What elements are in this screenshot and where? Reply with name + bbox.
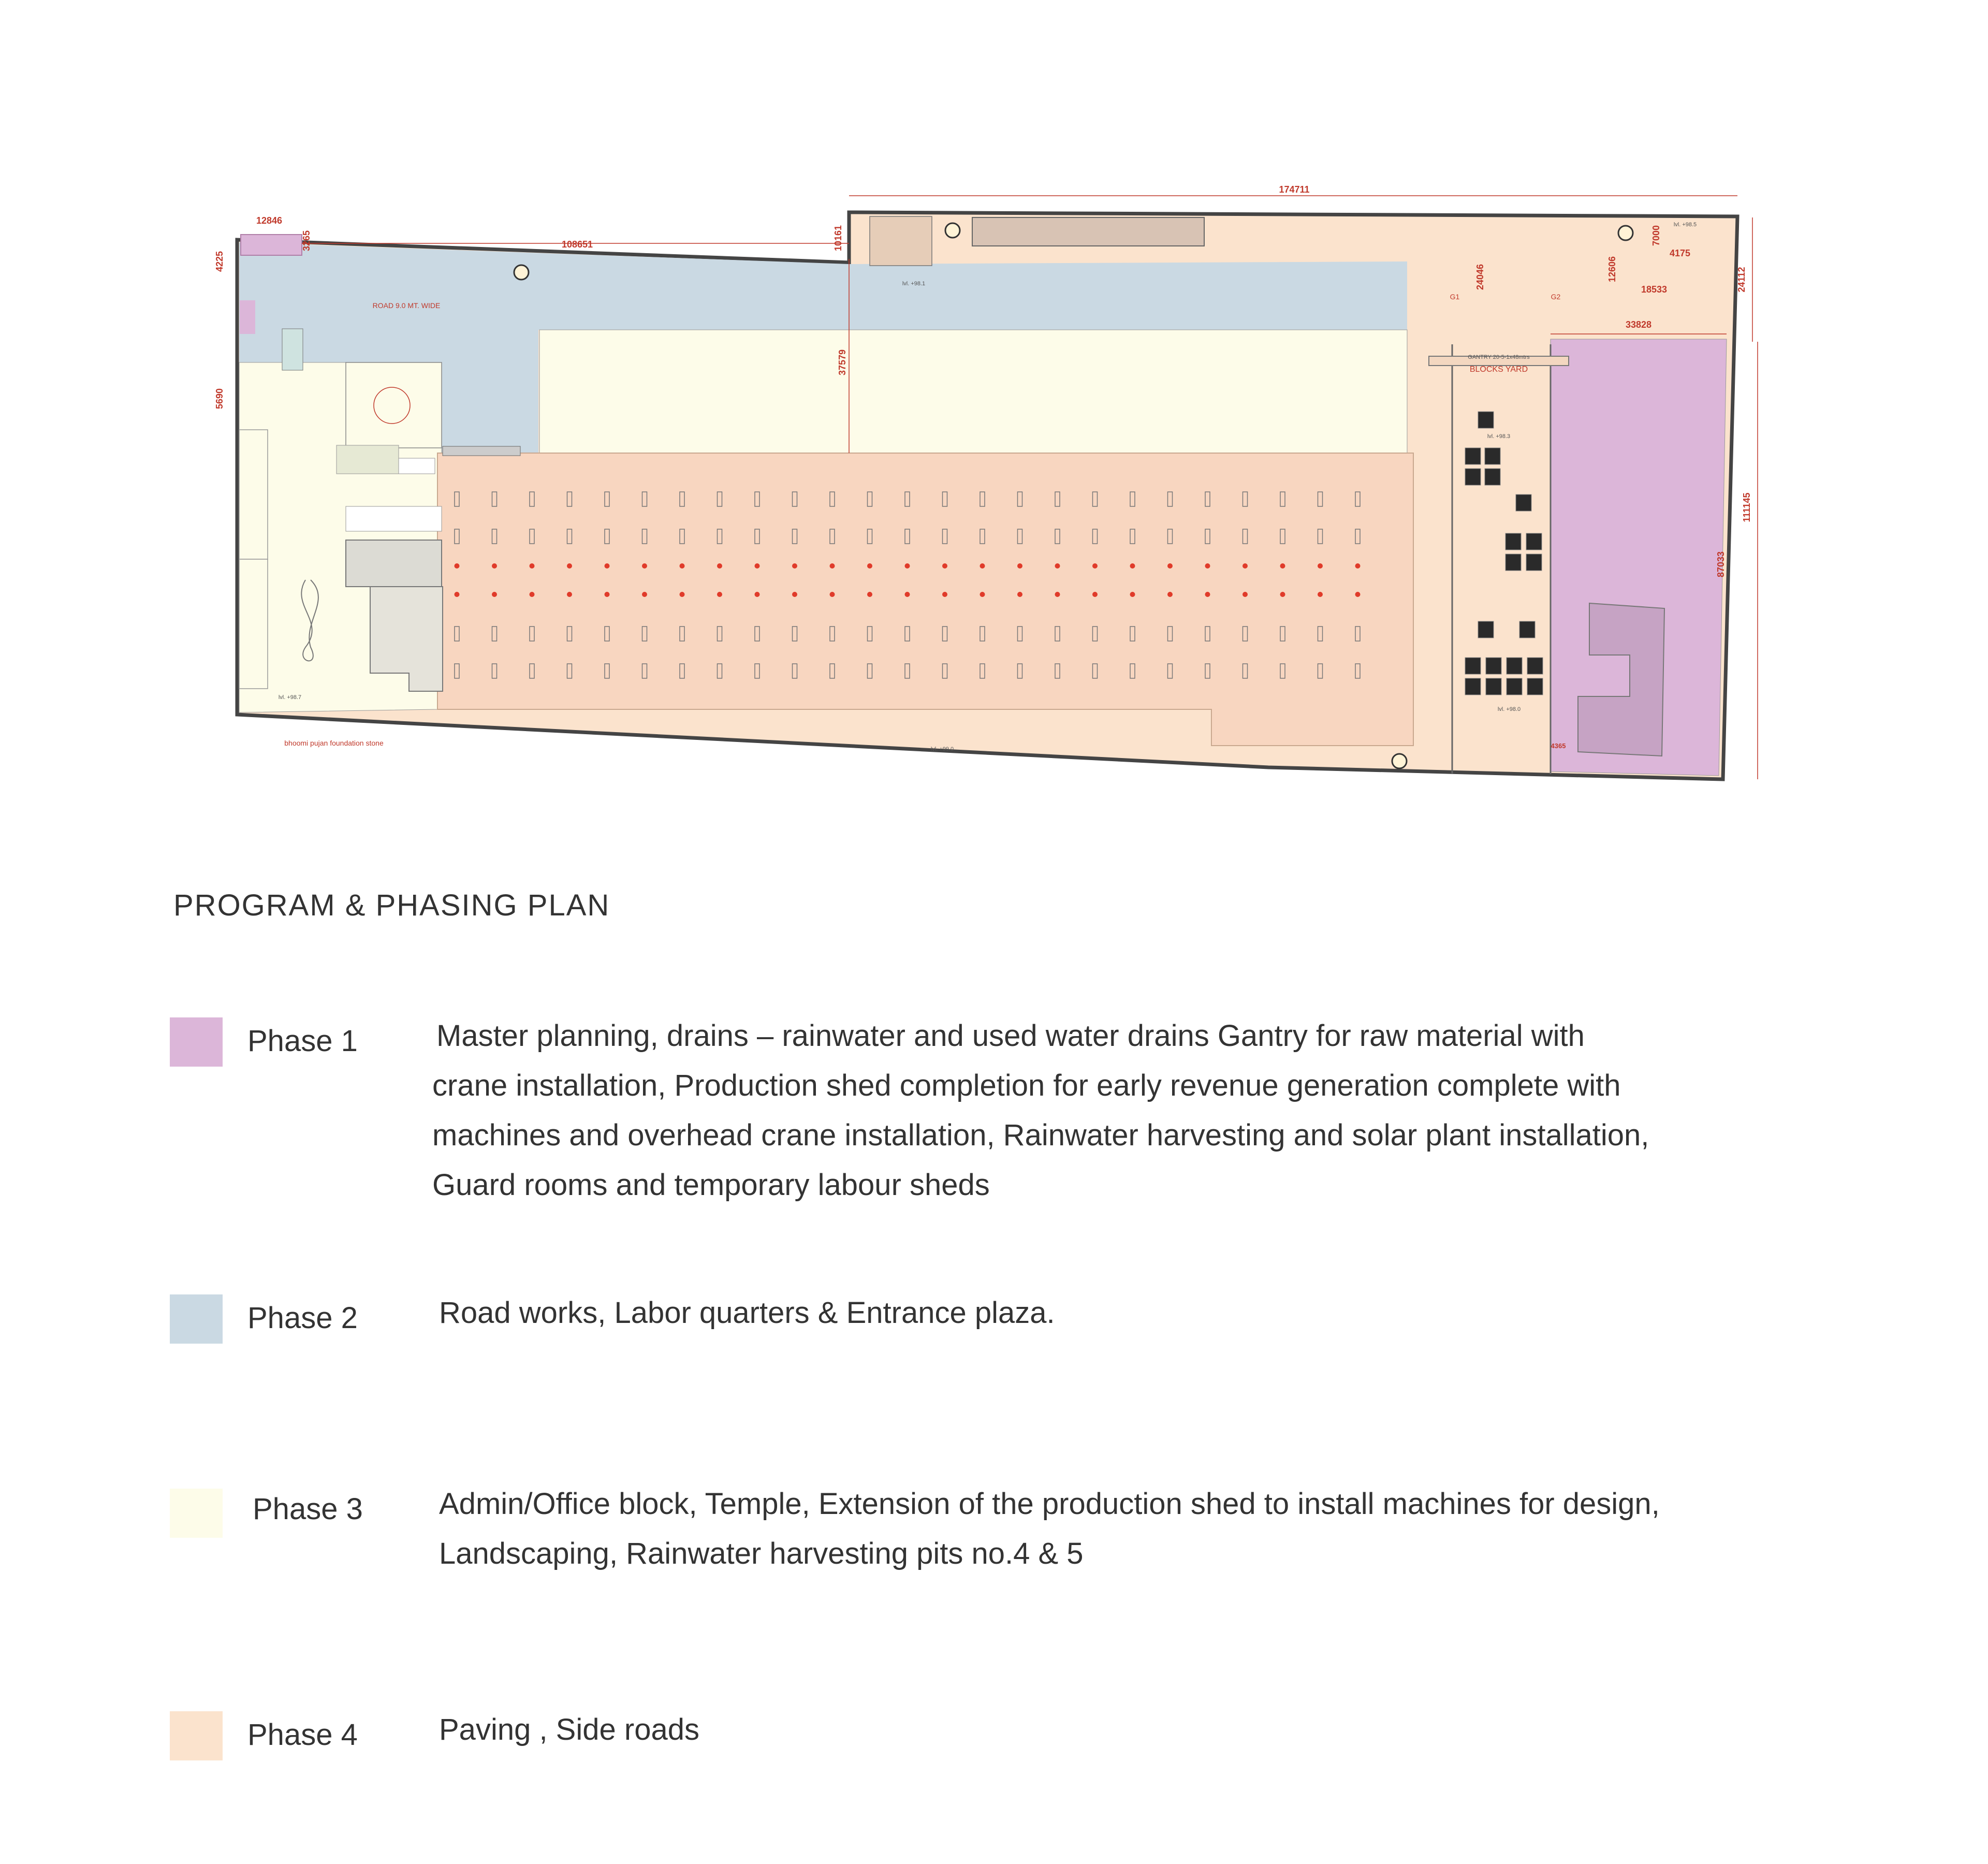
- ridge-dot: [1318, 563, 1323, 569]
- dim-small-b: 7000: [1651, 225, 1661, 246]
- admin-block: [346, 540, 442, 587]
- ridge-dot: [942, 563, 947, 569]
- precast-block: [1465, 678, 1481, 695]
- level-label-1: lvl. +98.1: [902, 281, 926, 287]
- phase-4-label: Phase 4: [247, 1718, 358, 1752]
- level-label-3: lvl. +98.7: [278, 694, 302, 701]
- foundation-label: bhoomi pujan foundation stone: [284, 739, 384, 747]
- dim-small-a: 3265: [301, 230, 312, 252]
- phase-3-label: Phase 3: [253, 1492, 363, 1526]
- phase-1-line-1: Master planning, drains – rainwater and used water drains Gantry for raw material with: [436, 1019, 1585, 1053]
- dim-gantry-width: 33828: [1625, 319, 1652, 330]
- ridge-dot: [1205, 592, 1210, 597]
- west-ramp-2: [239, 559, 268, 689]
- ridge-dot: [980, 592, 985, 597]
- ridge-dot: [567, 592, 572, 597]
- ridge-dot: [1205, 563, 1210, 569]
- dim-top-total: 174711: [1279, 184, 1310, 195]
- guard-room-2-phase-1: [240, 300, 255, 334]
- ridge-dot: [642, 563, 647, 569]
- ridge-dot: [1355, 563, 1361, 569]
- dim-left-a: 4225: [214, 251, 225, 272]
- landscape-patch: [337, 445, 399, 474]
- ridge-dot: [755, 592, 760, 597]
- ridge-dot: [980, 563, 985, 569]
- level-label-5: lvl. +98.3: [1487, 433, 1511, 440]
- precast-block: [1507, 678, 1522, 695]
- phase-3-line-1: Admin/Office block, Temple, Extension of the production shed to install machines for design,: [439, 1487, 1660, 1521]
- gantry-label: GANTRY 20-5-1x48mtrs: [1468, 354, 1530, 360]
- phase-1-line-4: Guard rooms and temporary labour sheds: [432, 1168, 990, 1202]
- phase-2-description: [439, 1288, 1055, 1338]
- phase-4-swatch: [170, 1711, 223, 1760]
- ridge-dot: [1242, 592, 1248, 597]
- survey-marker-3: [1618, 226, 1633, 240]
- dim-right-a: 24112: [1736, 267, 1747, 293]
- steps-2: [346, 506, 442, 531]
- dim-left-b: 5690: [214, 388, 225, 410]
- guard-room-phase-1: [241, 235, 302, 255]
- dim-right-c: 87033: [1716, 551, 1726, 578]
- ridge-dot: [605, 563, 610, 569]
- phase-1-swatch: [170, 1017, 223, 1067]
- site-plan-drawing: [0, 0, 1988, 828]
- ridge-dot: [1130, 563, 1135, 569]
- ridge-dot: [642, 592, 647, 597]
- dim-small-d: 4175: [1669, 248, 1691, 258]
- precast-block: [1516, 494, 1531, 511]
- ridge-dot: [605, 592, 610, 597]
- grid-g1: G1: [1450, 293, 1460, 301]
- ridge-dot: [792, 592, 797, 597]
- precast-block: [1526, 554, 1542, 571]
- north-shed: [972, 217, 1204, 246]
- precast-block: [1526, 533, 1542, 550]
- precast-block: [1478, 412, 1494, 428]
- ridge-dot: [1055, 563, 1060, 569]
- road-label: ROAD 9.0 MT. WIDE: [372, 301, 441, 310]
- level-label-4: lvl. +98.5: [1673, 222, 1697, 228]
- phase-3-description: [439, 1479, 1660, 1579]
- precast-block: [1465, 658, 1481, 674]
- ridge-dot: [1280, 563, 1285, 569]
- dim-shed-depth: 37579: [837, 349, 847, 376]
- ridge-dot: [830, 563, 835, 569]
- blocks-yard-label: BLOCKS YARD: [1469, 365, 1528, 374]
- ridge-dot: [792, 563, 797, 569]
- ridge-dot: [905, 592, 910, 597]
- ridge-dot: [1355, 592, 1361, 597]
- precast-block: [1485, 448, 1500, 464]
- ridge-dot: [942, 592, 947, 597]
- precast-block: [1486, 678, 1501, 695]
- level-label-2: lvl. +99.0: [930, 746, 954, 752]
- ridge-dot: [830, 592, 835, 597]
- precast-block: [1527, 678, 1543, 695]
- grid-g2: G2: [1551, 293, 1561, 301]
- ridge-dot: [717, 592, 722, 597]
- precast-block: [1485, 469, 1500, 485]
- precast-block: [1478, 621, 1494, 638]
- phase-2-swatch: [170, 1294, 223, 1344]
- ridge-dot: [1017, 563, 1022, 569]
- ridge-dot: [1242, 563, 1248, 569]
- dim-top-small: 12846: [256, 215, 283, 226]
- ridge-dot: [1167, 592, 1173, 597]
- precast-block: [1465, 469, 1481, 485]
- phase-1-description: [432, 1011, 1649, 1210]
- ridge-dot: [455, 563, 460, 569]
- phase-1-line-2: crane installation, Production shed completion for early revenue generation complete with: [432, 1069, 1621, 1102]
- ridge-dot: [492, 563, 497, 569]
- ridge-dot: [455, 592, 460, 597]
- precast-block: [1507, 658, 1522, 674]
- ridge-dot: [530, 563, 535, 569]
- ridge-dot: [1092, 563, 1098, 569]
- ridge-dot: [492, 592, 497, 597]
- stair-block: [282, 329, 303, 370]
- west-ramp: [239, 430, 268, 559]
- ridge-dot: [530, 592, 535, 597]
- level-label-6: lvl. +98.0: [1497, 706, 1521, 712]
- ridge-dot: [680, 563, 685, 569]
- survey-marker-2: [945, 223, 960, 238]
- shed-extension-phase-3: [539, 330, 1407, 453]
- ridge-dot: [1280, 592, 1285, 597]
- ridge-dot: [1318, 592, 1323, 597]
- dim-right-b: 111145: [1742, 492, 1752, 522]
- dim-notch: 10161: [833, 225, 843, 252]
- dim-yard-depth: 24046: [1475, 264, 1485, 290]
- ridge-dot: [680, 592, 685, 597]
- ridge-dot: [867, 592, 872, 597]
- dim-small-f: 4365: [1551, 742, 1566, 750]
- survey-marker-1: [514, 265, 529, 280]
- precast-block: [1486, 658, 1501, 674]
- ridge-dot: [1130, 592, 1135, 597]
- north-ramp: [443, 446, 520, 456]
- page-heading: PROGRAM & PHASING PLAN: [173, 889, 610, 922]
- ridge-dot: [1092, 592, 1098, 597]
- ridge-dot: [755, 563, 760, 569]
- phase-2-line-1: Road works, Labor quarters & Entrance plaza.: [439, 1296, 1055, 1330]
- ridge-dot: [905, 563, 910, 569]
- phase-4-description: [439, 1705, 699, 1755]
- ridge-dot: [1017, 592, 1022, 597]
- precast-block: [1505, 554, 1521, 571]
- precast-block: [1527, 658, 1543, 674]
- ridge-dot: [1167, 563, 1173, 569]
- ridge-dot: [867, 563, 872, 569]
- temple-plinth: [346, 362, 442, 448]
- phase-3-swatch: [170, 1489, 223, 1538]
- phase-3-line-2: Landscaping, Rainwater harvesting pits no.4 & 5: [439, 1537, 1084, 1570]
- north-building: [870, 216, 932, 266]
- precast-block: [1465, 448, 1481, 464]
- ridge-dot: [717, 563, 722, 569]
- dim-small-c: 12606: [1607, 256, 1617, 283]
- phase-1-line-3: machines and overhead crane installation, Rainwater harvesting and solar plant installation,: [432, 1118, 1649, 1152]
- ridge-dot: [567, 563, 572, 569]
- precast-block: [1519, 621, 1535, 638]
- phase-4-line-1: Paving , Side roads: [439, 1713, 699, 1746]
- production-shed: [437, 453, 1413, 746]
- dim-top-left: 108651: [561, 239, 593, 250]
- precast-block: [1505, 533, 1521, 550]
- phase-2-label: Phase 2: [247, 1301, 358, 1335]
- ridge-dot: [1055, 592, 1060, 597]
- phase-1-label: Phase 1: [247, 1024, 358, 1058]
- dim-small-e: 18533: [1641, 284, 1668, 295]
- survey-marker-4: [1392, 754, 1407, 768]
